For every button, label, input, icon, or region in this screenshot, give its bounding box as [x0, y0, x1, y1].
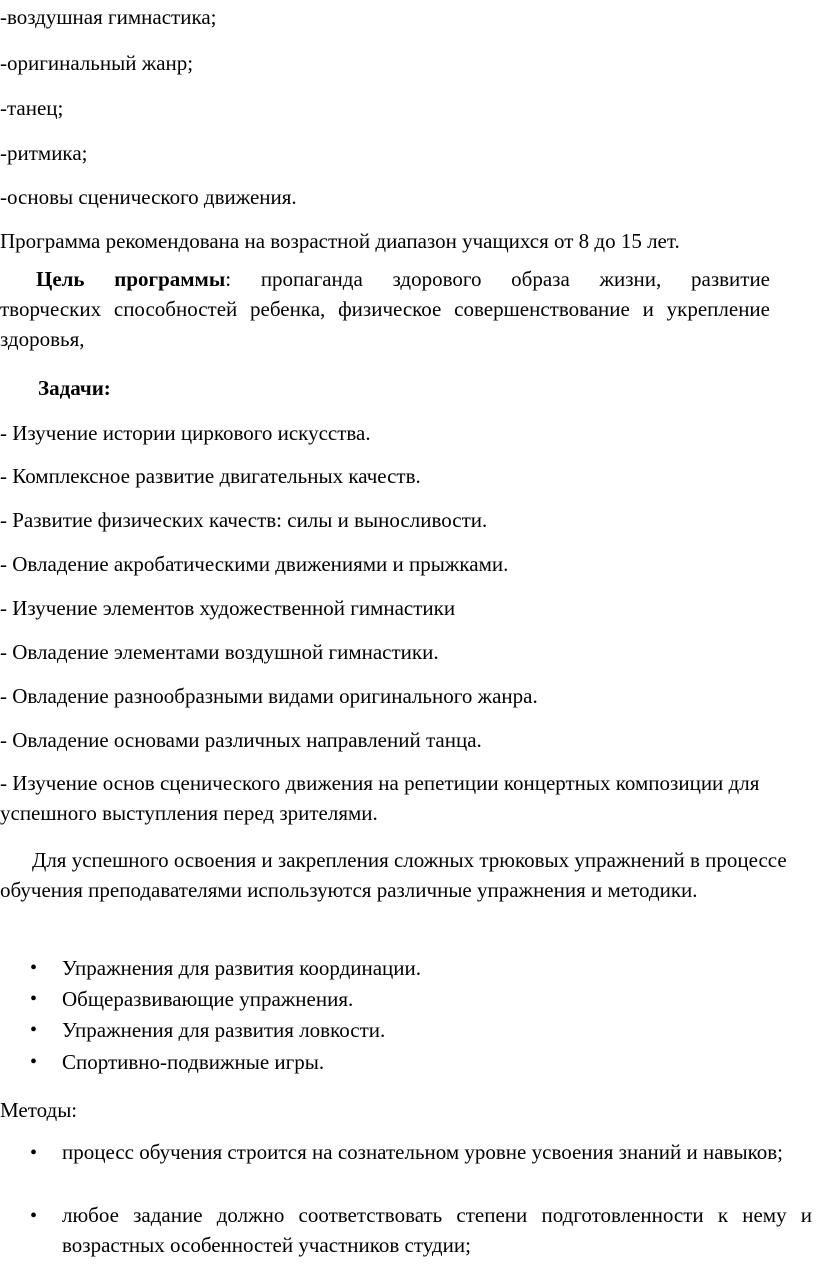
task-item: - Изучение основ сценического движения на репетиции концертных композиции для успешного выступления перед зрителями. — [0, 771, 760, 825]
task-item: - Овладение акробатическими движениями и прыжками. — [0, 552, 509, 576]
task-item: - Овладение элементами воздушной гимнастики. — [0, 640, 439, 664]
goal-text: : пропаганда здорового образа жизни, развитие творческих способностей ребенка, физическое совершенствование и укрепление здоровья, — [0, 267, 771, 351]
list-item: -танец; — [0, 96, 64, 120]
exercise-item: Общеразвивающие упражнения. — [62, 987, 354, 1011]
bullet-icon: • — [30, 988, 38, 1010]
list-item: -основы сценического движения. — [0, 185, 297, 209]
bullet-icon: • — [30, 1019, 38, 1041]
bullet-icon: • — [30, 1205, 38, 1227]
bullet-icon: • — [30, 1142, 38, 1164]
goal-paragraph — [0, 264, 770, 354]
task-item: - Овладение разнообразными видами оригинального жанра. — [0, 684, 538, 708]
task-item: - Развитие физических качеств: силы и выносливости. — [0, 508, 488, 532]
age-note: Программа рекомендована на возрастной диапазон учащихся от 8 до 15 лет. — [0, 229, 680, 253]
task-item: - Изучение истории циркового искусства. — [0, 421, 371, 445]
list-item: -оригинальный жанр; — [0, 51, 194, 75]
exercise-item: Упражнения для развития ловкости. — [62, 1018, 386, 1042]
method-item: процесс обучения строится на сознательном уровне усвоения знаний и навыков; — [62, 1140, 783, 1164]
exercises-intro: Для успешного освоения и закрепления сложных трюковых упражнений в процессе обучения преподавателями используются различные упражнения и методики. — [0, 848, 787, 902]
exercise-item: Спортивно-подвижные игры. — [62, 1050, 325, 1074]
list-item: -ритмика; — [0, 141, 88, 165]
exercise-item: Упражнения для развития координации. — [62, 956, 422, 980]
bullet-icon: • — [30, 957, 38, 979]
method-item: любое задание должно соответствовать степени подготовленности к нему и возрастных особенностей участников студии; — [62, 1203, 812, 1257]
methods-heading: Методы: — [0, 1098, 78, 1122]
task-item: - Комплексное развитие двигательных качеств. — [0, 464, 421, 488]
task-item: - Изучение элементов художественной гимнастики — [0, 596, 456, 620]
goal-label: Цель программы — [36, 267, 226, 291]
task-item: - Овладение основами различных направлений танца. — [0, 728, 482, 752]
tasks-heading: Задачи: — [38, 376, 111, 400]
list-item: -воздушная гимнастика; — [0, 5, 217, 29]
bullet-icon: • — [30, 1051, 38, 1073]
